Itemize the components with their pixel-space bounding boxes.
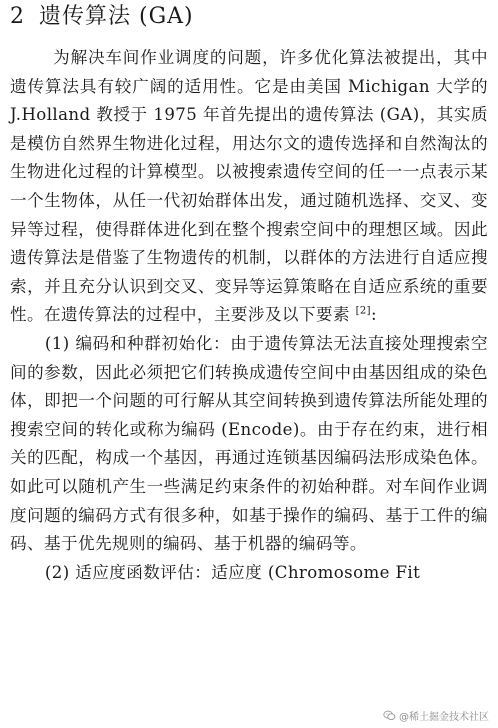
section-heading bbox=[10, 2, 488, 32]
watermark bbox=[380, 707, 492, 724]
intro-colon: : bbox=[370, 305, 377, 325]
section-title-text: 遗传算法 (GA) bbox=[39, 4, 194, 29]
body-paragraph-encoding: (1) 编码和种群初始化：由于遗传算法无法直接处理搜索空间的参数，因此必须把它们转换成遗传空间中由基因组成的染色体，即把一个问题的可行解从其空间转换到遗传算法所能处理的搜索空间的转化或称为编码 (Encode)。由于存在约束，进行相关的匹配，构成一个基因，再通过连锁基因编码法形成染色体。如此可以随机产生一些满足约束条件的初始种群。对车间作业调度问题的编码方式有很多种，如基于操作的编码、基于工件的编码、基于优先规则的编码、基于机器的编码等。 bbox=[10, 333, 488, 554]
citation-marker: [2] bbox=[355, 305, 371, 317]
watermark-text: @稀土掘金技术社区 bbox=[399, 712, 489, 723]
wechat-like-icon bbox=[383, 709, 396, 722]
body-paragraph-fitness: (2) 适应度函数评估：适应度 (Chromosome Fit bbox=[44, 562, 421, 582]
body-paragraph-intro bbox=[10, 44, 488, 330]
section-number: 2 bbox=[10, 4, 25, 29]
intro-text: 为解决车间作业调度的问题，许多优化算法被提出，其中遗传算法具有较广阔的适用性。它是由美国 Michigan 大学的 J.Holland 教授于 1975 年首先提出的遗传算法 (GA)，其实质是模仿自然界生物进化过程，用达尔文的遗传选择和自然淘汰的生物进化过程的计算模型。以被搜索遗传空间的任一一点表示某一个生物体，从任一代初始群体出发，通过随机选择、交叉、变异等过程，使得群体进化到在整个搜索空间中的理想区域。因此遗传算法是借鉴了生物遗传的机制，以群体的方法进行自适应搜索，并且充分认识到交叉、变异等运算策略在自适应系统的重要性。在遗传算法的过程中，主要涉及以下要素 bbox=[10, 48, 488, 325]
